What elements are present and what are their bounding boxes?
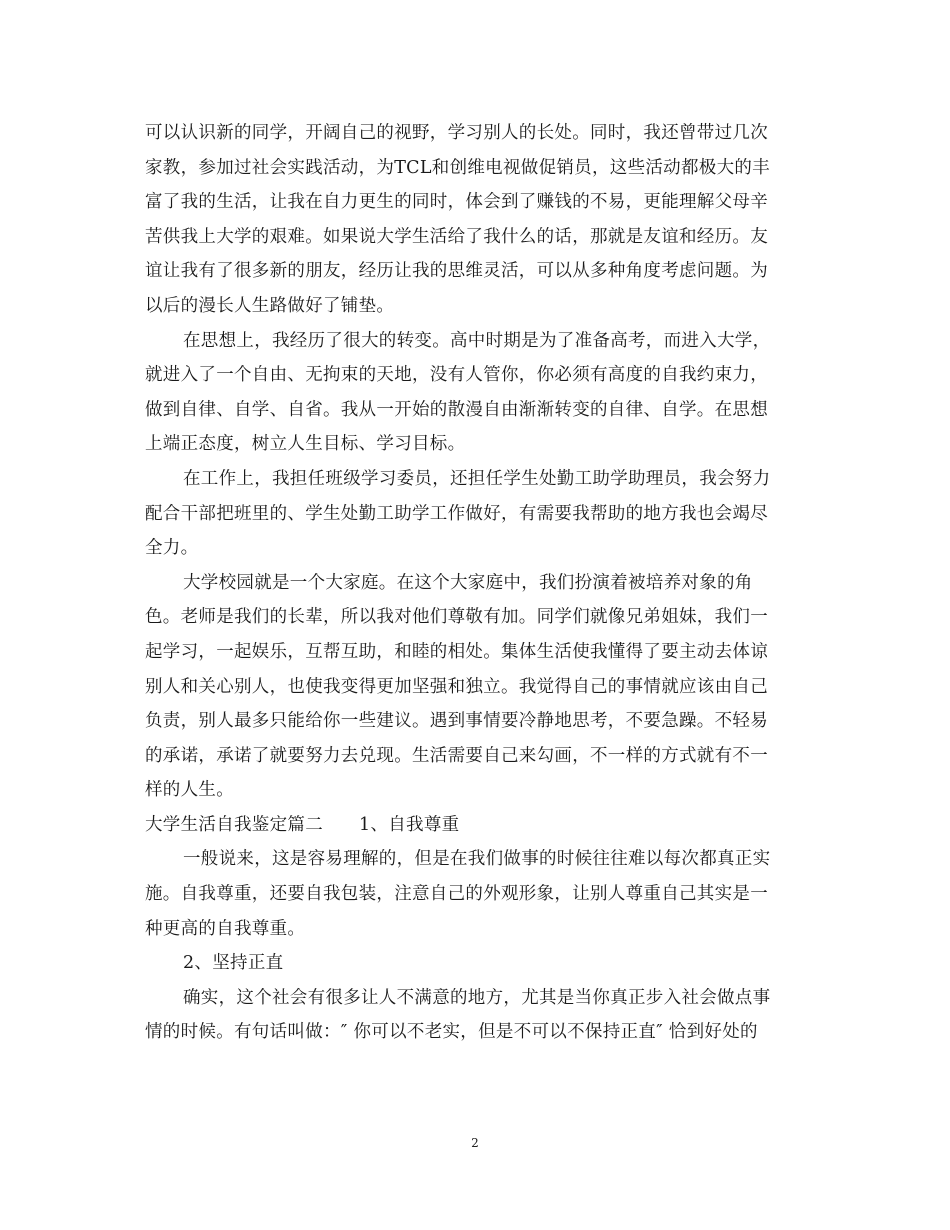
paragraph-first-line: 一般说来，这是容易理解的，但是在我们做事的时候往往难以每次都真正实 bbox=[183, 849, 771, 870]
text-line: 样的人生。 bbox=[145, 780, 234, 801]
document-page bbox=[145, 116, 805, 1050]
text-line: 施。自我尊重，还要自我包装，注意自己的外观形象，让别人尊重自己其实是一 bbox=[145, 884, 768, 905]
text-line: 全力。 bbox=[145, 538, 199, 559]
paragraph-first-line: 在思想上，我经历了很大的转变。高中时期是为了准备高考，而进入大学， bbox=[183, 330, 771, 351]
text-line: 可以认识新的同学，开阔自己的视野，学习别人的长处。同时，我还曾带过几次 bbox=[145, 123, 768, 143]
section-heading bbox=[145, 808, 805, 843]
paragraph-first-line: 在工作上，我担任班级学习委员，还担任学生处勤工助学助理员，我会努力 bbox=[183, 468, 771, 489]
section-subtitle: 1、自我尊重 bbox=[359, 814, 460, 835]
text-line: 家教，参加过社会实践活动，为TCL和创维电视做促销员，这些活动都极大的丰 bbox=[145, 157, 770, 178]
text-line: 富了我的生活，让我在自力更生的同时，体会到了赚钱的不易，更能理解父母辛 bbox=[145, 192, 768, 213]
text-line: 种更高的自我尊重。 bbox=[145, 918, 306, 939]
text-line: 做到自律、自学、自省。我从一开始的散漫自由渐渐转变的自律、自学。在思想 bbox=[145, 399, 768, 420]
text-line: 上端正态度，树立人生目标、学习目标。 bbox=[145, 434, 466, 455]
text-line: 的承诺，承诺了就要努力去兑现。生活需要自己来勾画，不一样的方式就有不一 bbox=[145, 745, 768, 766]
text-line: 负责，别人最多只能给你一些建议。遇到事情要冷静地思考，不要急躁。不轻易 bbox=[145, 711, 768, 732]
text-line: 以后的漫长人生路做好了铺垫。 bbox=[145, 295, 395, 316]
text-line: 苦供我上大学的艰难。如果说大学生活给了我什么的话，那就是友谊和经历。友 bbox=[145, 226, 768, 247]
paragraph-first-line: 确实，这个社会有很多让人不满意的地方，尤其是当你真正步入社会做点事 bbox=[183, 987, 771, 1008]
text-line: 别人和关心别人，也使我变得更加坚强和独立。我觉得自己的事情就应该由自己 bbox=[145, 676, 768, 697]
text-line: 色。老师是我们的长辈，所以我对他们尊敬有加。同学们就像兄弟姐妹，我们一 bbox=[145, 607, 768, 628]
text-line: 起学习，一起娱乐，互帮互助，和睦的相处。集体生活使我懂得了要主动去体谅 bbox=[145, 641, 768, 662]
page-number: 2 bbox=[471, 1136, 479, 1150]
text-line: 配合干部把班里的、学生处勤工助学工作做好，有需要我帮助的地方我也会竭尽 bbox=[145, 503, 768, 524]
text-line: 就进入了一个自由、无拘束的天地，没有人管你，你必须有高度的自我约束力， bbox=[145, 365, 768, 386]
subsection-title: 2、坚持正直 bbox=[183, 953, 284, 974]
text-line: 谊让我有了很多新的朋友，经历让我的思维灵活，可以从多种角度考虑问题。为 bbox=[145, 261, 768, 282]
text-line: 情的时候。有句话叫做：″ 你可以不老实，但是不可以不保持正直″ 恰到好处的 bbox=[145, 1022, 758, 1043]
paragraph-first-line: 大学校园就是一个大家庭。在这个大家庭中，我们扮演着被培养对象的角 bbox=[183, 572, 753, 593]
section-title: 大学生活自我鉴定篇二 bbox=[145, 814, 323, 835]
